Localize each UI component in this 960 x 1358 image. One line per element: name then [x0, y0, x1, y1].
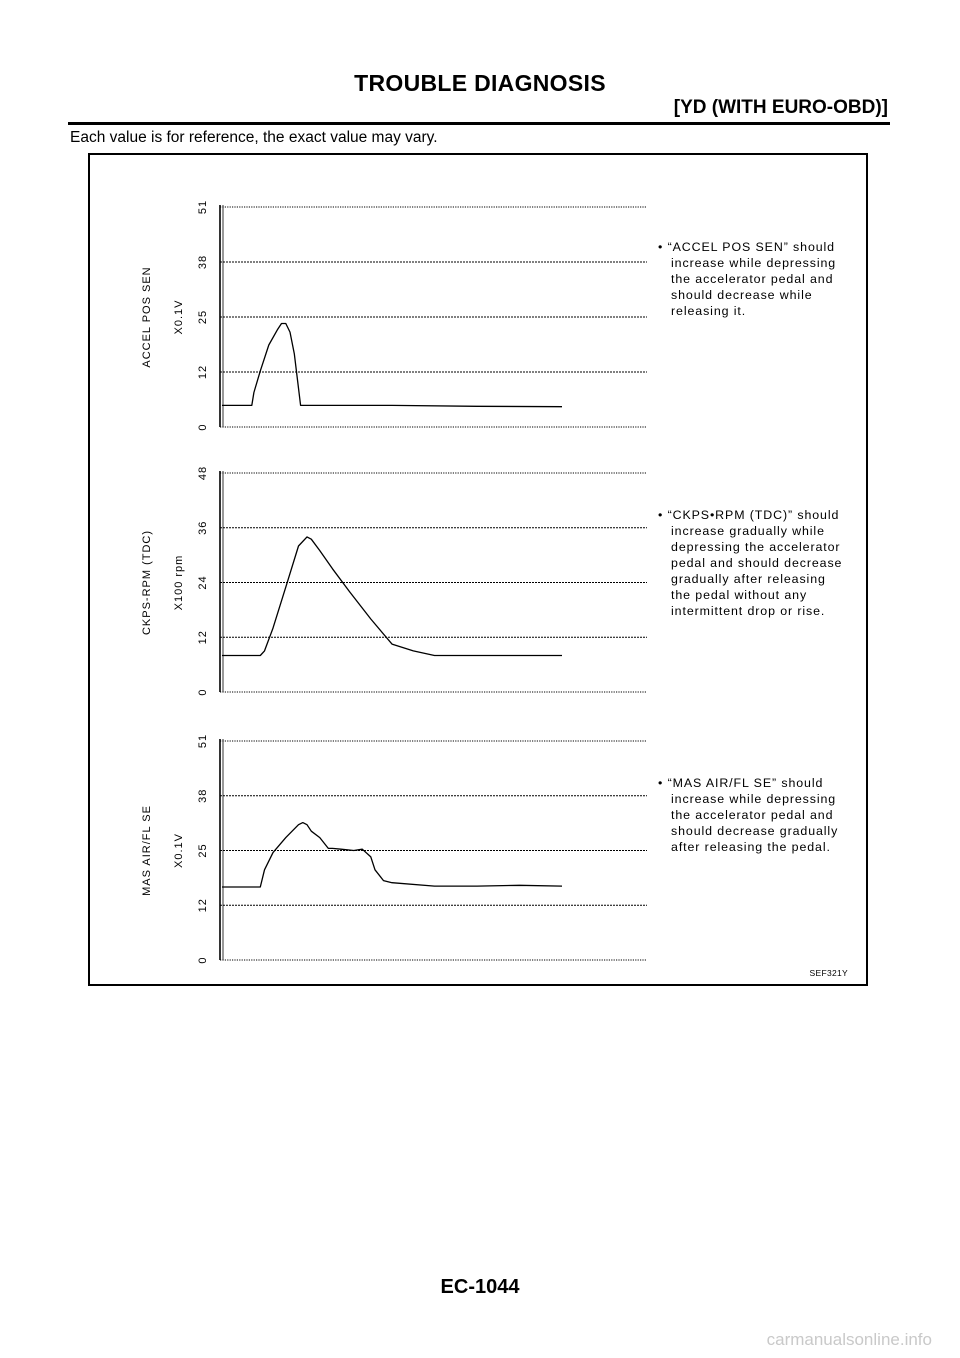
y-tick-label: 25 [197, 309, 209, 325]
note-line: intermittent drop or rise. [658, 604, 826, 618]
y-tick-label: 51 [197, 199, 209, 215]
y-tick-label: 51 [197, 733, 209, 749]
y-tick-label: 24 [197, 575, 209, 590]
y-tick-label: 12 [197, 364, 209, 380]
y-axis-unit-label: X100 rpm [173, 554, 185, 611]
y-tick-label: 0 [197, 423, 209, 431]
page-subtitle: [YD (WITH EURO-OBD)] [673, 97, 888, 118]
y-axis-unit-label: X0.1V [173, 299, 185, 335]
figure-id: SEF321Y [809, 968, 848, 978]
series-line [222, 537, 562, 656]
note-line: increase while depressing [658, 256, 837, 270]
y-tick-label: 48 [197, 465, 209, 481]
series-title: CKPS-RPM (TDC) [141, 529, 153, 636]
y-tick-label: 38 [197, 254, 209, 270]
figure-frame [88, 153, 868, 986]
note-line: gradually after releasing [658, 572, 826, 586]
note-line: depressing the accelerator [658, 540, 841, 554]
note-line: releasing it. [658, 304, 747, 318]
y-tick-label: 0 [197, 956, 209, 964]
y-tick-label: 38 [197, 788, 209, 803]
note-line: the accelerator pedal and [658, 272, 834, 286]
note-line: increase while depressing [658, 792, 837, 806]
series-title: MAS AIR/FL SE [141, 805, 153, 896]
y-tick-label: 12 [197, 630, 209, 645]
series-line [222, 324, 562, 407]
note-line: the pedal without any [658, 588, 808, 602]
page-title: TROUBLE DIAGNOSIS [354, 70, 606, 96]
note-line: increase gradually while [658, 524, 825, 538]
intro-text: Each value is for reference, the exact value may vary. [70, 129, 438, 146]
note-line: should decrease gradually [658, 824, 839, 838]
y-tick-label: 12 [197, 898, 209, 913]
header-divider [68, 122, 890, 125]
page-number: EC-1044 [440, 1276, 520, 1298]
note-line: pedal and should decrease [658, 556, 843, 570]
watermark: carmanualsonline.info [766, 1330, 932, 1349]
y-tick-label: 25 [197, 843, 209, 858]
y-tick-label: 0 [197, 688, 209, 696]
note-mas-air-fl [658, 775, 838, 855]
note-line: the accelerator pedal and [658, 808, 834, 822]
y-tick-label: 36 [197, 520, 209, 535]
note-accel-pos-sen [658, 239, 836, 319]
series-title: ACCEL POS SEN [141, 266, 153, 368]
note-line: • “MAS AIR/FL SE” should [658, 776, 824, 790]
note-line: • “CKPS•RPM (TDC)” should [658, 508, 840, 522]
note-ckps-rpm [658, 507, 842, 619]
y-axis-unit-label: X0.1V [173, 833, 185, 868]
note-line: should decrease while [658, 288, 813, 302]
note-line: • “ACCEL POS SEN” should [658, 240, 835, 254]
note-line: after releasing the pedal. [658, 840, 831, 854]
series-line [222, 823, 562, 887]
